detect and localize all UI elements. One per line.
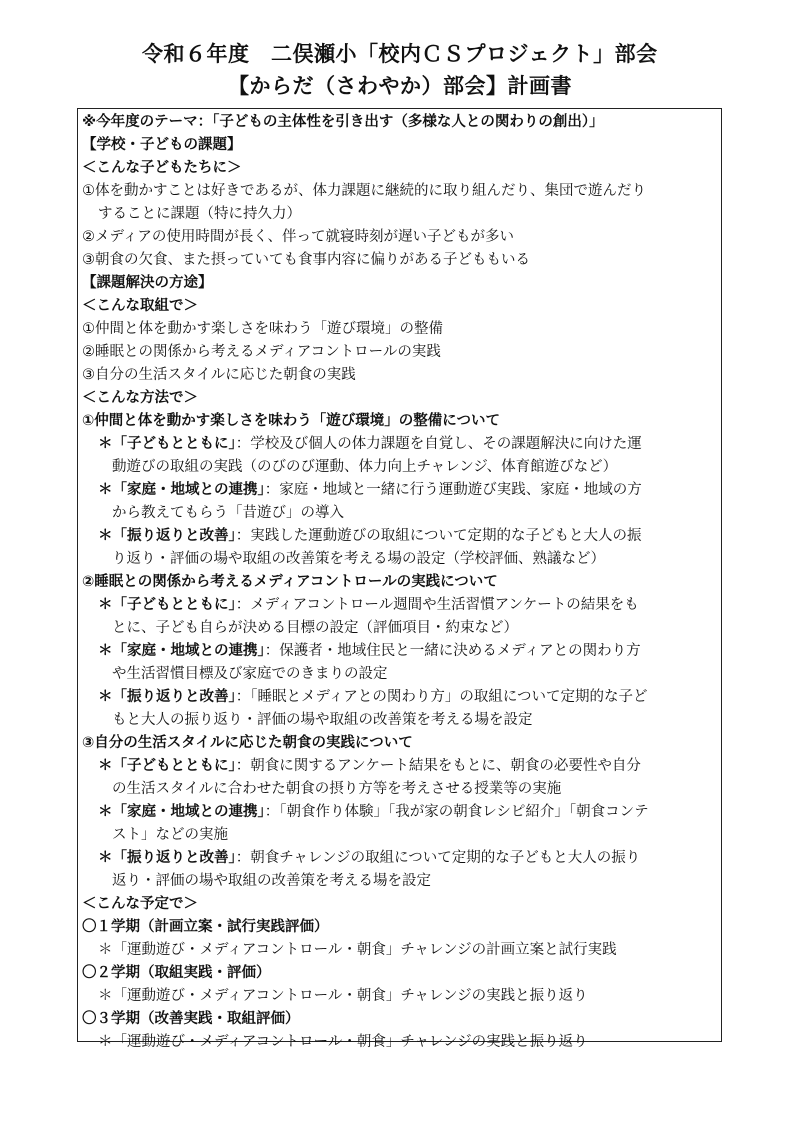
method-1-community-label: ＊「家庭・地域との連携」 [98,482,265,498]
method-1-review-item [98,526,641,546]
term-1-item: ＊「運動遊び・メディアコントロール・朝食」チャレンジの計画立案と試行実践 [98,942,617,958]
children-heading: ＜こんな子どもたちに＞ [82,160,242,176]
method-3-review-label: ＊「振り返りと改善」 [98,850,236,866]
method-1-community-text: ：家庭・地域と一緒に行う運動遊び実践、家庭・地域の方 [264,482,642,498]
schedule-heading: ＜こんな予定で＞ [82,896,198,912]
method-1-heading: ①仲間と体を動かす楽しさを味わう「遊び環境」の整備について [82,413,500,429]
effort-1: ①仲間と体を動かす楽しさを味わう「遊び環境」の整備 [82,321,443,337]
method-1-community-text-cont: から教えてもらう「昔遊び」の導入 [112,505,344,521]
method-2-review-label: ＊「振り返りと改善」 [98,689,236,705]
method-1-community-item [98,480,642,500]
method-2-children-label: ＊「子どもとともに」 [98,597,236,613]
method-1-children-item [98,434,642,454]
term-2-item: ＊「運動遊び・メディアコントロール・朝食」チャレンジの実践と振り返り [98,988,588,1004]
issue-1-line-1: ①体を動かすことは好きであるが、体力課題に継続的に取り組んだり、集団で遊んだり [82,183,646,199]
method-1-children-label: ＊「子どもとともに」 [98,436,236,452]
solution-heading: 【課題解決の方途】 [82,275,213,291]
issue-1-line-2: することに課題（特に持久力） [98,206,301,222]
term-1-heading: 〇１学期（計画立案・試行実践評価） [82,919,329,935]
method-2-heading: ②睡眠との関係から考えるメディアコントロールの実践について [82,574,498,590]
method-2-review-item [98,687,648,707]
method-1-review-text: ：実践した運動遊びの取組について定期的な子どもと大人の振 [235,528,642,544]
document-title: 令和６年度 二俣瀬小「校内ＣＳプロジェクト」部会 [142,42,658,66]
efforts-heading: ＜こんな取組で＞ [82,298,198,314]
method-3-review-item [98,848,640,868]
issue-2: ②メディアの使用時間が長く、伴って就寝時刻が遅い子どもが多い [82,229,515,245]
method-3-review-text-cont: 返り・評価の場や取組の改善策を考える場を設定 [112,873,431,889]
method-3-community-text-cont: スト」などの実施 [112,827,228,843]
method-3-children-label: ＊「子どもとともに」 [98,758,236,774]
method-1-children-text-cont: 動遊びの取組の実践（のびのび運動、体力向上チャレンジ、体育館遊びなど） [112,459,618,475]
method-3-community-item [98,802,649,822]
method-2-review-text-cont: もと大人の振り返り・評価の場や取組の改善策を考える場を設定 [112,712,533,728]
method-1-review-label: ＊「振り返りと改善」 [98,528,236,544]
method-2-children-text-cont: とに、子ども自らが決める目標の設定（評価項目・約束など） [112,620,518,636]
method-1-review-text-cont: り返り・評価の場や取組の改善策を考える場の設定（学校評価、熟議など） [112,551,605,567]
method-3-children-text-cont: の生活スタイルに合わせた朝食の摂り方等を考えさせる授業等の実施 [112,781,562,797]
method-2-review-text: ：「睡眠とメディアとの関わり方」の取組について定期的な子ど [235,689,648,705]
term-2-heading: 〇２学期（取組実践・評価） [82,965,271,981]
effort-3: ③自分の生活スタイルに応じた朝食の実践 [82,367,356,383]
issues-heading: 【学校・子どもの課題】 [82,137,242,153]
method-2-community-label: ＊「家庭・地域との連携」 [98,643,265,659]
document-subtitle: 【からだ（さわやか）部会】計画書 [228,74,572,98]
term-3-heading: 〇３学期（改善実践・取組評価） [82,1011,300,1027]
method-2-community-item [98,641,641,661]
method-2-children-text: ：メディアコントロール週間や生活習慣アンケートの結果をも [235,597,639,613]
method-2-children-item [98,595,639,615]
method-3-community-label: ＊「家庭・地域との連携」 [98,804,265,820]
method-3-review-text: ：朝食チャレンジの取組について定期的な子どもと大人の振り [235,850,641,866]
method-1-children-text: ：学校及び個人の体力課題を自覚し、その課題解決に向けた運 [235,436,642,452]
effort-2: ②睡眠との関係から考えるメディアコントロールの実践 [82,344,441,360]
methods-heading: ＜こんな方法で＞ [82,390,198,406]
method-2-community-text: ：保護者・地域住民と一緒に決めるメディアとの関わり方 [264,643,641,659]
method-3-community-text: ：「朝食作り体験」「我が家の朝食レシピ紹介」「朝食コンテ [264,804,649,820]
method-3-heading: ③自分の生活スタイルに応じた朝食の実践について [82,735,413,751]
method-2-community-text-cont: や生活習慣目標及び家庭でのきまりの設定 [112,666,388,682]
method-3-children-text: ：朝食に関するアンケート結果をもとに、朝食の必要性や自分 [235,758,641,774]
term-3-item: ＊「運動遊び・メディアコントロール・朝食」チャレンジの実践と振り返り [98,1034,588,1050]
theme-line: ※今年度のテーマ：「子どもの主体性を引き出す（多様な人との関わりの創出）」 [82,114,604,130]
issue-3: ③朝食の欠食、また摂っていても食事内容に偏りがある子どももいる [82,252,530,268]
method-3-children-item [98,756,641,776]
